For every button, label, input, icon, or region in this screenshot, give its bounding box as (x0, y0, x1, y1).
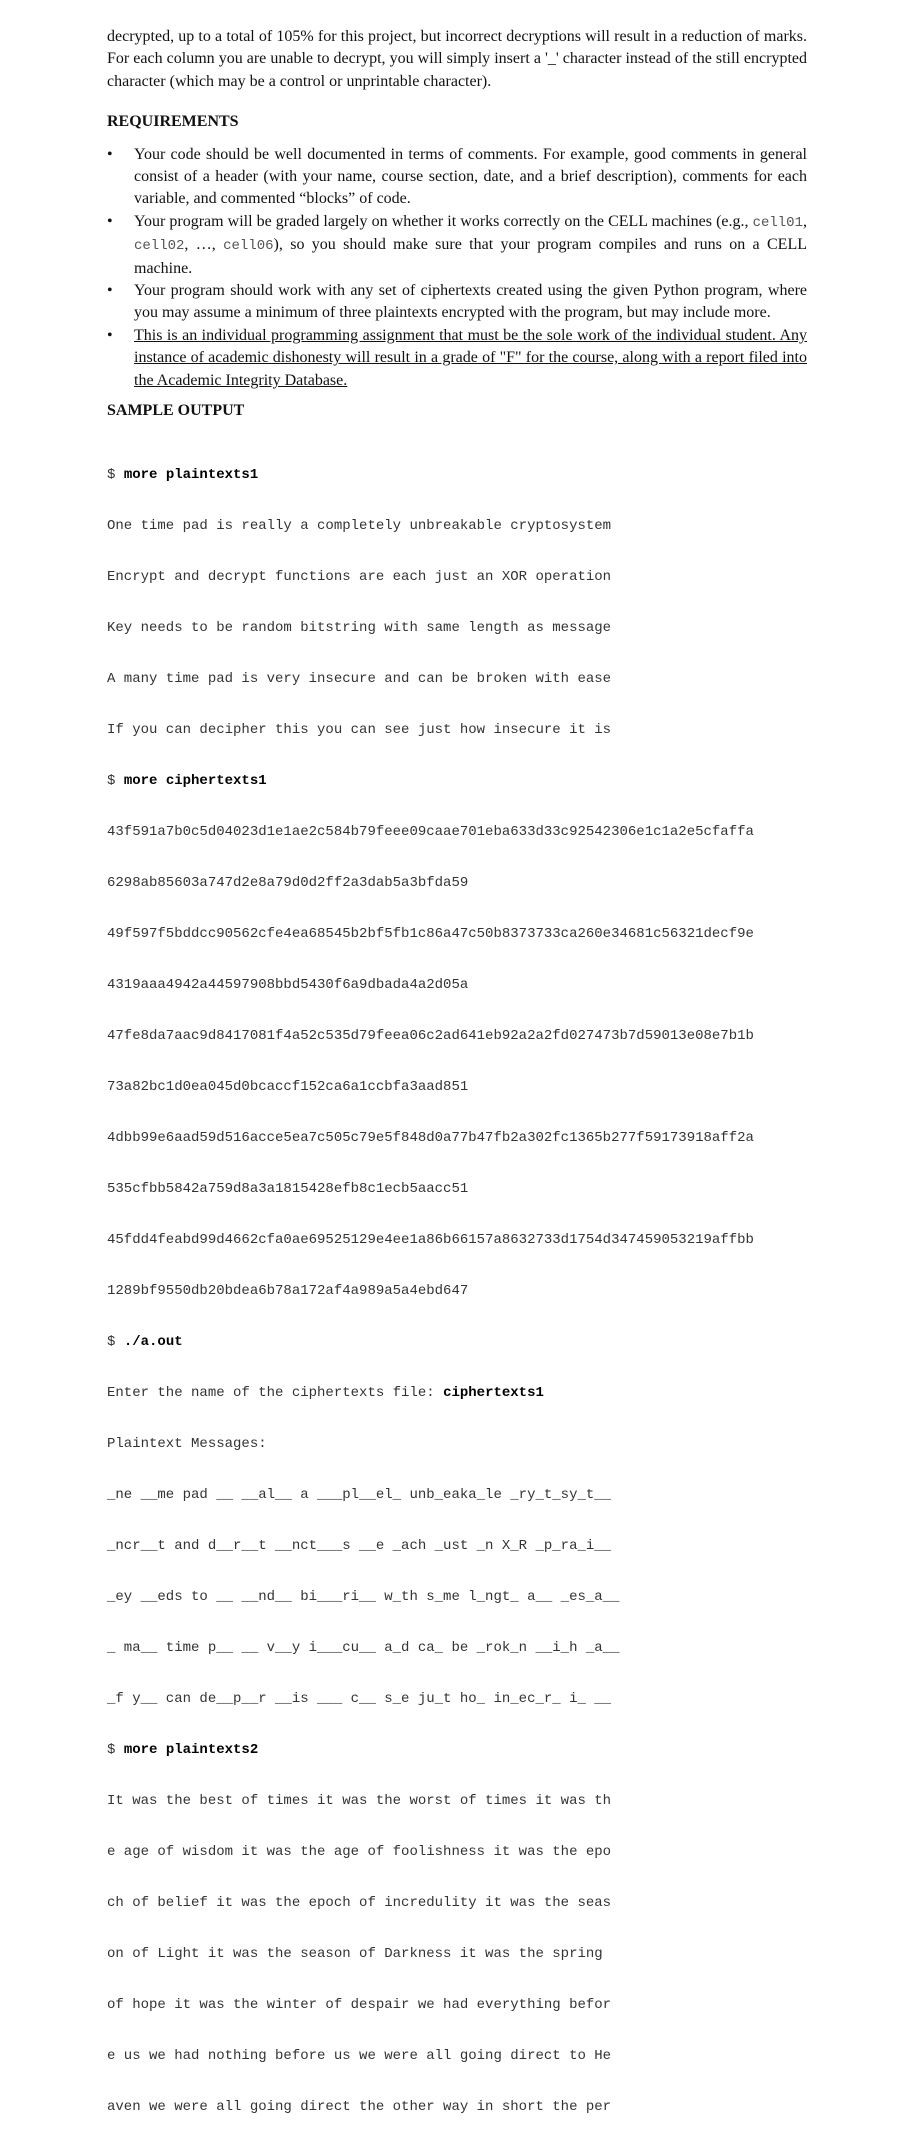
shell-command: ./a.out (123, 1333, 183, 1350)
terminal-line: $ more ciphertexts1 (107, 772, 267, 789)
sample-output-heading: SAMPLE OUTPUT (107, 402, 245, 420)
requirement-item (107, 144, 807, 211)
terminal-line: $ more plaintexts2 (107, 1741, 259, 1758)
terminal-line: _f y__ can de__p__r __is ___ c__ s_e ju_t ho_ in_ec_r_ i_ __ (107, 1690, 612, 1707)
machine-name: cell06 (223, 238, 274, 255)
terminal-line: 49f597f5bddcc90562cfe4ea68545b2bf5fb1c86a47c50b8373733ca260e34681c56321decf9e (107, 925, 754, 942)
terminal-line: _ ma__ time p__ __ v__y i___cu__ a_d ca_ be _rok_n __i_h _a__ (107, 1639, 620, 1656)
requirement-text: Your program should work with any set of ciphertexts created using the given Python program, where you may assume a minimum of three plaintexts encrypted with the program, but may include more. (134, 282, 807, 322)
terminal-line: Encrypt and decrypt functions are each just an XOR operation (107, 568, 612, 585)
terminal-line: 43f591a7b0c5d04023d1e1ae2c584b79feee09caae701eba633d33c92542306e1c1a2e5cfaffa (107, 823, 754, 840)
requirement-item (107, 325, 807, 392)
terminal-line: of hope it was the winter of despair we had everything befor (107, 1996, 612, 2013)
terminal-line: 6298ab85603a747d2e8a79d0d2ff2a3dab5a3bfda59 (107, 874, 469, 891)
requirement-item (107, 280, 807, 325)
terminal-line: 4319aaa4942a44597908bbd5430f6a9dbada4a2d05a (107, 976, 469, 993)
document-page (107, 26, 807, 2150)
terminal-line: $ more plaintexts1 (107, 466, 259, 483)
requirements-heading: REQUIREMENTS (107, 113, 239, 131)
user-input: ciphertexts1 (443, 1384, 544, 1401)
terminal-line: It was the best of times it was the worst of times it was th (107, 1792, 612, 1809)
terminal-line: 73a82bc1d0ea045d0bcaccf152ca6a1ccbfa3aad851 (107, 1078, 469, 1095)
terminal-line: 47fe8da7aac9d8417081f4a52c535d79feea06c2ad641eb92a2a2fd027473b7d59013e08e7b1b (107, 1027, 754, 1044)
terminal-line: One time pad is really a completely unbreakable cryptosystem (107, 517, 612, 534)
terminal-line: _ne __me pad __ __al__ a ___pl__el_ unb_eaka_le _ry_t_sy_t__ (107, 1486, 612, 1503)
shell-command: more plaintexts1 (123, 466, 259, 483)
shell-command: more plaintexts2 (123, 1741, 259, 1758)
terminal-output (107, 433, 807, 2150)
requirement-text: Your program will be graded largely on whether it works correctly on the CELL machines (e.g., (134, 212, 753, 230)
separator-text: , (803, 212, 807, 230)
machine-name: cell01 (752, 214, 803, 231)
terminal-line: 4dbb99e6aad59d516acce5ea7c505c79e5f848d0a77b47fb2a302fc1365b277f59173918aff2a (107, 1129, 754, 1146)
terminal-line: on of Light it was the season of Darkness it was the spring (107, 1945, 603, 1962)
requirement-item (107, 211, 807, 280)
shell-command: more ciphertexts1 (123, 772, 267, 789)
requirements-list (107, 144, 807, 392)
terminal-line: e age of wisdom it was the age of foolishness it was the epo (107, 1843, 612, 1860)
terminal-line: ch of belief it was the epoch of incredulity it was the seas (107, 1894, 612, 1911)
terminal-line: Enter the name of the ciphertexts file: ciphertexts1 (107, 1384, 544, 1401)
terminal-line: 45fdd4feabd99d4662cfa0ae69525129e4ee1a86b66157a8632733d1754d347459053219affbb (107, 1231, 754, 1248)
requirement-text: Your code should be well documented in terms of comments. For example, good comments in general consist of a header (with your name, course section, date, and a brief description), comments for each variable, and commented “blocks” of code. (134, 145, 807, 208)
terminal-line: A many time pad is very insecure and can be broken with ease (107, 670, 612, 687)
terminal-line: Key needs to be random bitstring with same length as message (107, 619, 612, 636)
separator-text: , …, (184, 236, 224, 254)
academic-integrity-notice: This is an individual programming assignment that must be the sole work of the individual student. Any instance of academic dishonesty will result in a grade of "F" for the course, along with a report filed into the Academic Integrity Database. (134, 326, 807, 389)
machine-name: cell02 (134, 238, 185, 255)
terminal-line: aven we were all going direct the other way in short the per (107, 2098, 612, 2115)
terminal-line: _ncr__t and d__r__t __nct___s __e _ach _ust _n X_R _p_ra_i__ (107, 1537, 612, 1554)
requirement-text: ), so you should make sure that your program compiles and runs on a CELL machine. (134, 236, 807, 277)
terminal-line: If you can decipher this you can see just how insecure it is (107, 721, 612, 738)
terminal-line: e us we had nothing before us we were all going direct to He (107, 2047, 612, 2064)
intro-paragraph: decrypted, up to a total of 105% for this project, but incorrect decryptions will result in a reduction of marks. For each column you are unable to decrypt, you will simply insert a '_' character instead of the still encrypted character (which may be a control or unprintable character). (107, 28, 807, 90)
terminal-line: 535cfbb5842a759d8a3a1815428efb8c1ecb5aacc51 (107, 1180, 469, 1197)
terminal-line: Plaintext Messages: (107, 1435, 267, 1452)
terminal-line: 1289bf9550db20bdea6b78a172af4a989a5a4ebd647 (107, 1282, 469, 1299)
terminal-line: _ey __eds to __ __nd__ bi___ri__ w_th s_me l_ngt_ a__ _es_a__ (107, 1588, 620, 1605)
terminal-line: $ ./a.out (107, 1333, 183, 1350)
